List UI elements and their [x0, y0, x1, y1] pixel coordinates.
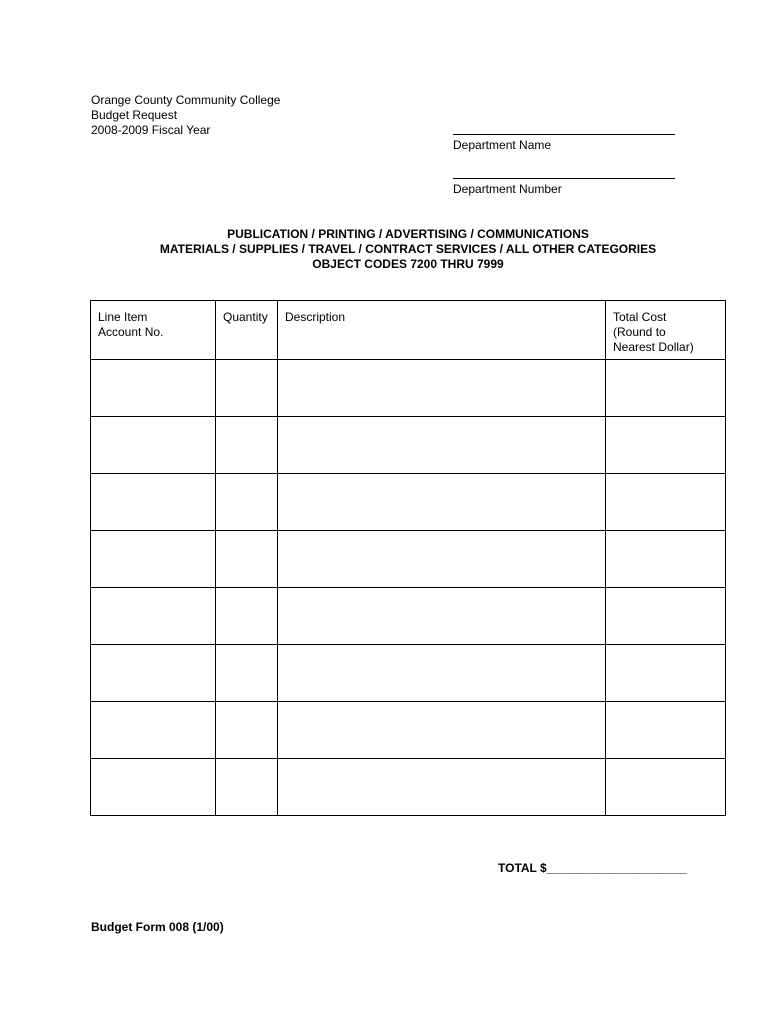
cell-quantity[interactable] — [216, 417, 278, 474]
header-text-line: Quantity — [223, 310, 268, 324]
cell-total-cost[interactable] — [606, 360, 726, 417]
total-field[interactable]: TOTAL $_____________________ — [498, 861, 687, 875]
header-total-cost — [606, 301, 726, 360]
department-number-line — [453, 178, 675, 179]
cell-line-item[interactable] — [91, 417, 216, 474]
header-text-line: Account No. — [98, 325, 164, 339]
fiscal-year: 2008-2009 Fiscal Year — [91, 123, 211, 137]
cell-total-cost[interactable] — [606, 417, 726, 474]
title-line-2: MATERIALS / SUPPLIES / TRAVEL / CONTRACT SERVICES / ALL OTHER CATEGORIES — [159, 242, 657, 256]
header-description — [278, 301, 606, 360]
cell-line-item[interactable] — [91, 759, 216, 816]
cell-total-cost[interactable] — [606, 702, 726, 759]
institution-name: Orange County Community College — [91, 93, 281, 107]
cell-quantity[interactable] — [216, 645, 278, 702]
table-header-row — [91, 301, 726, 360]
header-text-line: Description — [285, 310, 346, 324]
cell-quantity[interactable] — [216, 360, 278, 417]
header-block — [91, 93, 280, 138]
cell-total-cost[interactable] — [606, 474, 726, 531]
cell-description[interactable] — [278, 702, 606, 759]
table-row — [91, 474, 726, 531]
header-line-item — [91, 301, 216, 360]
table-row — [91, 588, 726, 645]
table-row — [91, 531, 726, 588]
cell-total-cost[interactable] — [606, 531, 726, 588]
cell-line-item[interactable] — [91, 474, 216, 531]
cell-description[interactable] — [278, 360, 606, 417]
cell-quantity[interactable] — [216, 474, 278, 531]
cell-description[interactable] — [278, 531, 606, 588]
cell-description[interactable] — [278, 588, 606, 645]
cell-quantity[interactable] — [216, 759, 278, 816]
cell-description[interactable] — [278, 645, 606, 702]
document-title: Budget Request — [91, 108, 178, 122]
cell-description[interactable] — [278, 474, 606, 531]
cell-line-item[interactable] — [91, 360, 216, 417]
table-row — [91, 759, 726, 816]
cell-description[interactable] — [278, 759, 606, 816]
department-number-label: Department Number — [453, 182, 562, 196]
cell-total-cost[interactable] — [606, 759, 726, 816]
table-row — [91, 360, 726, 417]
cell-line-item[interactable] — [91, 702, 216, 759]
cell-line-item[interactable] — [91, 588, 216, 645]
cell-quantity[interactable] — [216, 531, 278, 588]
cell-total-cost[interactable] — [606, 645, 726, 702]
department-name-label: Department Name — [453, 138, 552, 152]
table-row — [91, 645, 726, 702]
cell-quantity[interactable] — [216, 588, 278, 645]
cell-total-cost[interactable] — [606, 588, 726, 645]
cell-line-item[interactable] — [91, 645, 216, 702]
table-row — [91, 417, 726, 474]
header-quantity — [216, 301, 278, 360]
table-row — [91, 702, 726, 759]
header-text-line: Total Cost — [613, 310, 667, 324]
cell-description[interactable] — [278, 417, 606, 474]
title-line-3: OBJECT CODES 7200 THRU 7999 — [312, 257, 504, 271]
department-name-field[interactable] — [453, 134, 675, 153]
header-text-line: (Round to — [613, 325, 666, 339]
header-text-line: Line Item — [98, 310, 148, 324]
cell-quantity[interactable] — [216, 702, 278, 759]
table-body — [91, 360, 726, 816]
title-line-1: PUBLICATION / PRINTING / ADVERTISING / COMMUNICATIONS — [227, 227, 589, 241]
cell-line-item[interactable] — [91, 531, 216, 588]
department-name-line — [453, 134, 675, 135]
budget-table — [90, 300, 726, 816]
form-id: Budget Form 008 (1/00) — [91, 920, 224, 934]
department-number-field[interactable] — [453, 178, 675, 197]
header-text-line: Nearest Dollar) — [613, 340, 694, 354]
category-titles — [0, 227, 770, 272]
